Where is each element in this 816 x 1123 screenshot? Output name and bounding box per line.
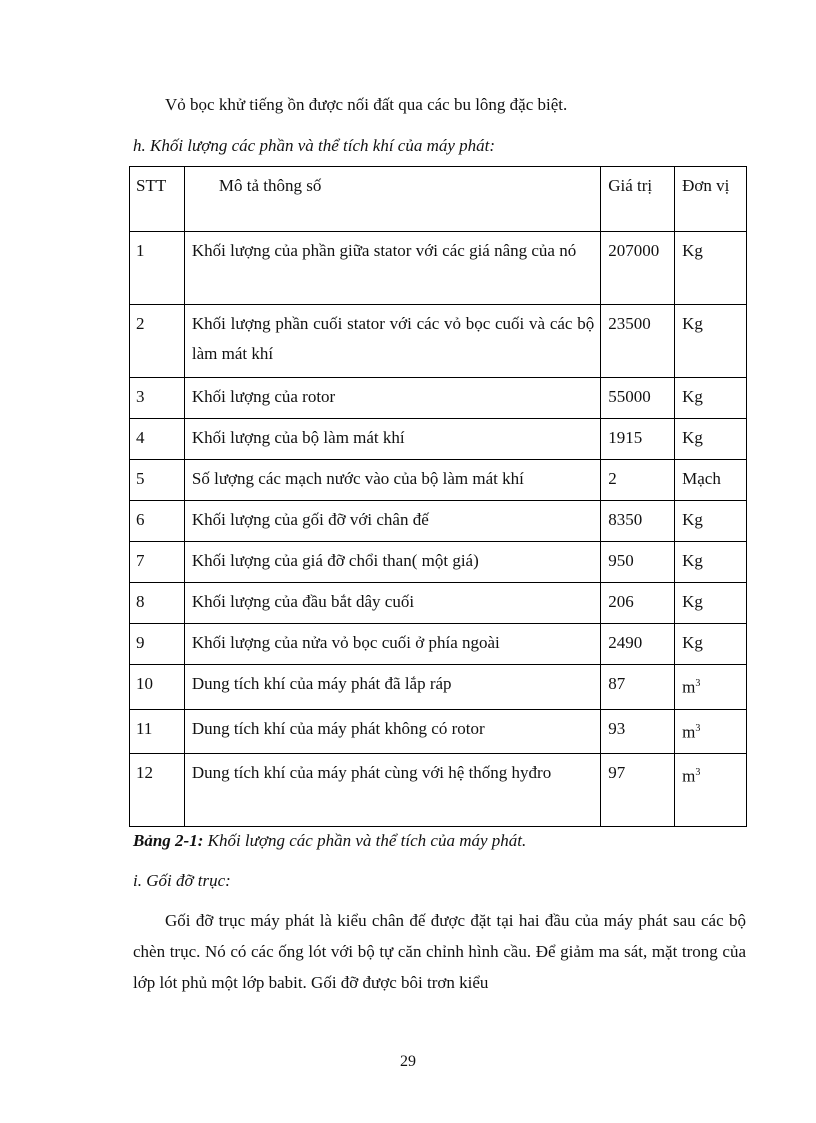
row-description: Số lượng các mạch nước vào của bộ làm mát khí	[184, 460, 600, 501]
unit-text: m	[682, 766, 696, 786]
row-value: 2490	[601, 624, 675, 665]
row-unit	[675, 709, 747, 754]
unit-exponent: 3	[695, 767, 701, 779]
row-value: 8350	[601, 501, 675, 542]
row-description: Dung tích khí của máy phát không có rotor	[184, 709, 600, 754]
intro-paragraph: Vỏ bọc khử tiếng ồn được nối đất qua các bu lông đặc biệt.	[165, 95, 568, 114]
row-description: Khối lượng của rotor	[184, 378, 600, 419]
row-description: Khối lượng của giá đỡ chổi than( một giá)	[184, 542, 600, 583]
row-value: 93	[601, 709, 675, 754]
caption-label: Bảng 2-1:	[133, 831, 204, 850]
row-unit: Kg	[675, 378, 747, 419]
table-row	[130, 583, 747, 624]
table-row	[130, 378, 747, 419]
table-row	[130, 419, 747, 460]
table-row	[130, 305, 747, 378]
row-unit: Kg	[675, 419, 747, 460]
section-h-heading: h. Khối lượng các phần và thể tích khí của máy phát:	[133, 136, 496, 155]
table-row	[130, 232, 747, 305]
row-stt: 3	[130, 378, 185, 419]
row-value: 87	[601, 665, 675, 710]
row-value: 950	[601, 542, 675, 583]
row-value: 55000	[601, 378, 675, 419]
row-value: 23500	[601, 305, 675, 378]
header-description	[184, 167, 600, 232]
row-value: 206	[601, 583, 675, 624]
table-row	[130, 501, 747, 542]
table-row	[130, 709, 747, 754]
table-caption	[133, 826, 746, 856]
row-value: 97	[601, 754, 675, 827]
row-description: Dung tích khí của máy phát cùng với hệ thống hyđro	[184, 754, 600, 827]
row-value: 1915	[601, 419, 675, 460]
unit-exponent: 3	[695, 678, 701, 689]
row-description: Khối lượng của phần giữa stator với các giá nâng của nó	[184, 232, 600, 305]
row-unit: Mạch	[675, 460, 747, 501]
row-stt: 7	[130, 542, 185, 583]
table-header-row	[130, 167, 747, 232]
section-i-heading: i. Gối đỡ trục:	[133, 871, 231, 890]
row-unit: Kg	[675, 232, 747, 305]
header-stt: STT	[130, 167, 185, 232]
caption-text: Khối lượng các phần và thể tích của máy phát.	[203, 831, 527, 850]
page-number: 29	[400, 1053, 416, 1070]
row-unit	[675, 754, 747, 827]
row-stt: 10	[130, 665, 185, 710]
row-stt: 1	[130, 232, 185, 305]
row-unit: Kg	[675, 542, 747, 583]
row-unit	[675, 665, 747, 710]
row-description: Khối lượng của đầu bắt dây cuối	[184, 583, 600, 624]
table-row	[130, 754, 747, 827]
row-stt: 11	[130, 709, 185, 754]
table-row	[130, 665, 747, 710]
row-description: Khối lượng của nửa vỏ bọc cuối ở phía ngoài	[184, 624, 600, 665]
row-value: 2	[601, 460, 675, 501]
row-description: Dung tích khí của máy phát đã lắp ráp	[184, 665, 600, 710]
row-unit: Kg	[675, 501, 747, 542]
row-value: 207000	[601, 232, 675, 305]
header-unit: Đơn vị	[675, 167, 747, 232]
row-unit: Kg	[675, 305, 747, 378]
table-row	[130, 624, 747, 665]
spec-table	[129, 166, 747, 827]
body-paragraph: Gối đỡ trục máy phát là kiểu chân đế được đặt tại hai đầu của máy phát sau các bộ chèn trục. Nó có các ống lót với bộ tự căn chỉnh hình cầu. Để giảm ma sát, mặt trong của lớp lót phủ một lớp babit. Gối đỡ được bôi trơn kiểu	[133, 911, 746, 992]
unit-text: m	[682, 722, 696, 742]
row-description: Khối lượng phần cuối stator với các vỏ bọc cuối và các bộ làm mát khí	[184, 305, 600, 378]
unit-exponent: 3	[695, 722, 701, 734]
row-unit: Kg	[675, 583, 747, 624]
row-stt: 9	[130, 624, 185, 665]
row-stt: 12	[130, 754, 185, 827]
unit-text: m	[682, 677, 696, 697]
header-description-label: Mô tả thông số	[218, 176, 322, 195]
header-value: Giá trị	[601, 167, 675, 232]
row-description: Khối lượng của gối đỡ với chân đế	[184, 501, 600, 542]
row-stt: 6	[130, 501, 185, 542]
row-description: Khối lượng của bộ làm mát khí	[184, 419, 600, 460]
table-row	[130, 542, 747, 583]
row-stt: 8	[130, 583, 185, 624]
row-unit: Kg	[675, 624, 747, 665]
row-stt: 2	[130, 305, 185, 378]
row-stt: 4	[130, 419, 185, 460]
row-stt: 5	[130, 460, 185, 501]
table-row	[130, 460, 747, 501]
